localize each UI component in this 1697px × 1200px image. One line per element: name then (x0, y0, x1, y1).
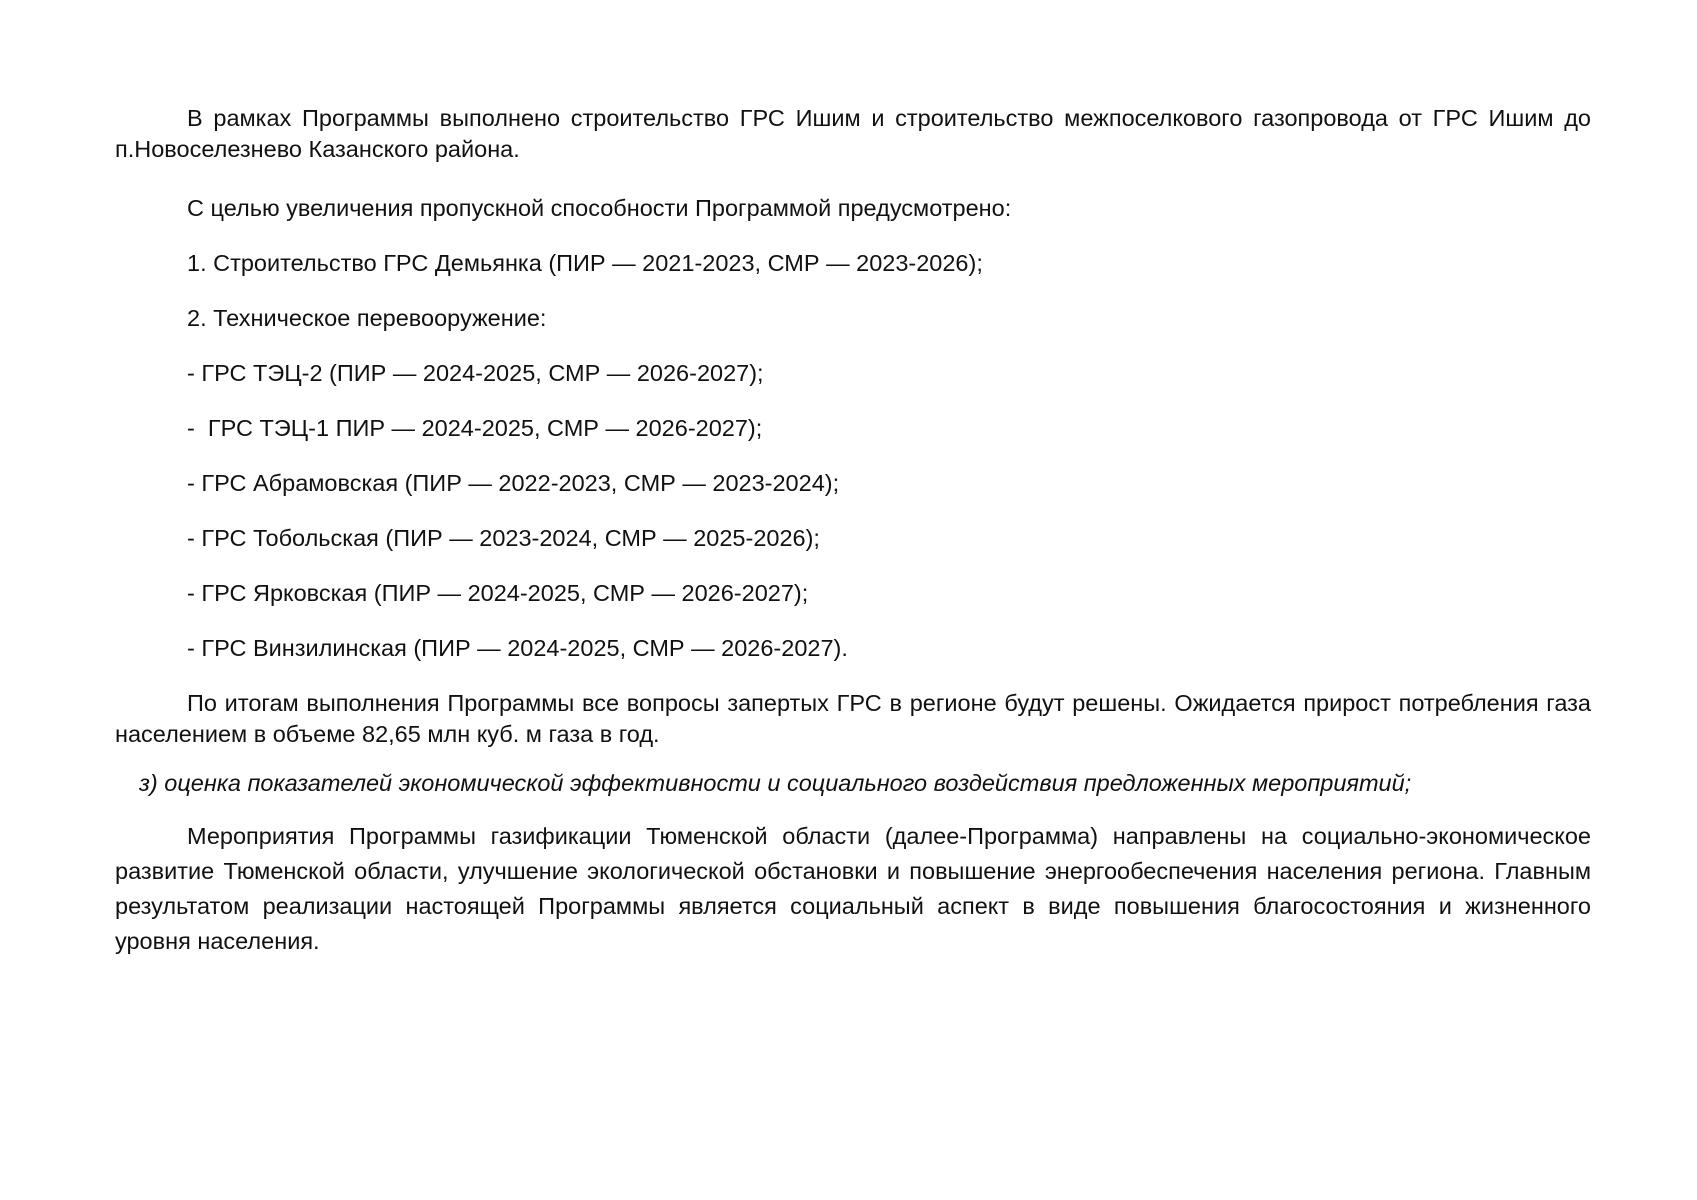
sub-list-item: - ГРС Абрамовская (ПИР — 2022-2023, СМР — 2023-2024); (187, 470, 840, 496)
sub-list-item: - ГРС Ярковская (ПИР — 2024-2025, СМР — 2026-2027); (187, 580, 809, 606)
sub-list-item: - ГРС Винзилинская (ПИР — 2024-2025, СМР — 2026-2027). (187, 635, 848, 661)
paragraph-capacity-intro: С целью увеличения пропускной способности Программой предусмотрено: (187, 195, 1012, 221)
list-item-reequipment: 2. Техническое перевооружение: (187, 305, 547, 331)
section-heading: з) оценка показателей экономической эффективности и социального воздействия предложенных мероприятий; (139, 770, 1412, 796)
list-item-construction: 1. Строительство ГРС Демьянка (ПИР — 2021-2023, СМР — 2023-2026); (187, 250, 983, 276)
sub-list-item: - ГРС ТЭЦ-1 ПИР — 2024-2025, СМР — 2026-2027); (187, 415, 763, 441)
paragraph-measures: Мероприятия Программы газификации Тюменской области (далее-Программа) направлены на социально-экономическое развитие Тюменской области, улучшение экологической обстановки и повышение энергообеспечения населения региона. Главным результатом реализации настоящей Программы является социальный аспект в виде повышения благосостояния и жизненного уровня населения. (115, 823, 1591, 954)
paragraph-grs-ishim: В рамках Программы выполнено строительство ГРС Ишим и строительство межпоселкового газопровода от ГРС Ишим до п.Новоселезнево Казанского района. (115, 105, 1591, 162)
sub-list-item: - ГРС ТЭЦ-2 (ПИР — 2024-2025, СМР — 2026-2027); (187, 360, 764, 386)
sub-list-item: - ГРС Тобольская (ПИР — 2023-2024, СМР — 2025-2026); (187, 525, 820, 551)
paragraph-results: По итогам выполнения Программы все вопросы запертых ГРС в регионе будут решены. Ожидается прирост потребления газа населением в объеме 82,65 млн куб. м газа в год. (115, 690, 1591, 747)
document-page (115, 103, 1591, 959)
